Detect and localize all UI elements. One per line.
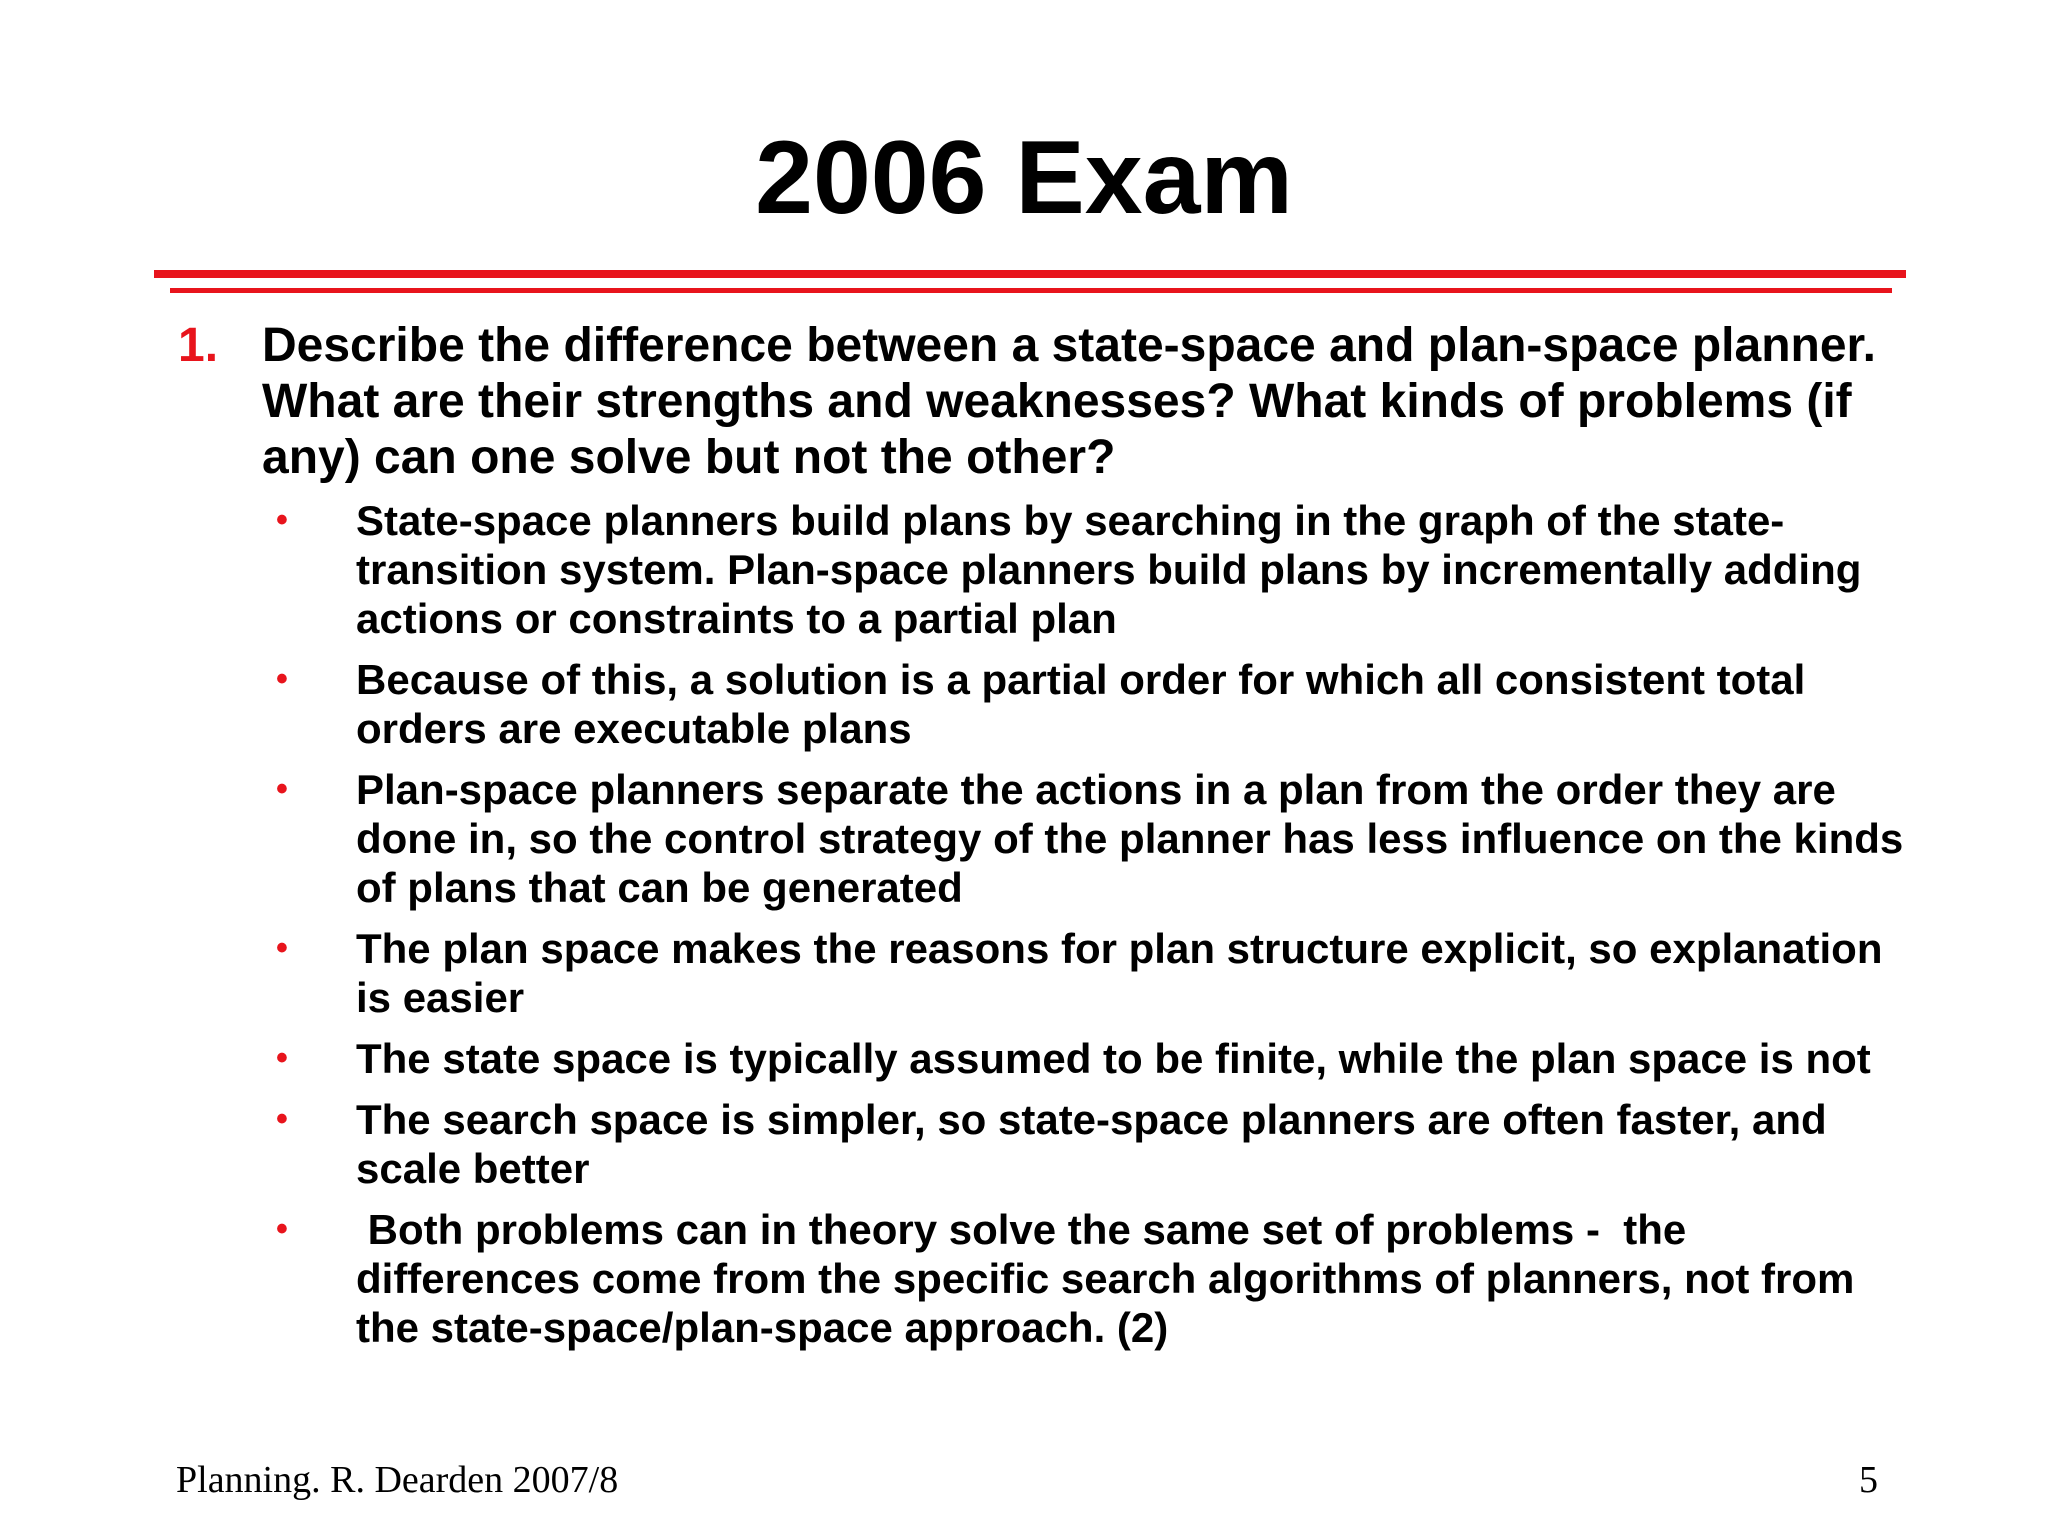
answer-bullet-text: Because of this, a solution is a partial order for which all consistent total orders are executable plans [356,656,1806,752]
answer-bullet [270,1034,1910,1083]
bullet-dot-icon: • [276,929,288,967]
answer-bullet-text: State-space planners build plans by searching in the graph of the state-transition system. Plan-space planners build plans by incrementally adding actions or constraints to a partial plan [356,497,1862,642]
bullet-dot-icon: • [276,770,288,808]
bullet-dot-icon: • [276,1100,288,1138]
footer-course-credit: Planning. R. Dearden 2007/8 [176,1459,619,1501]
question-number: 1. [178,319,219,372]
answer-bullet-text: Plan-space planners separate the actions in a plan from the order they are done in, so the control strategy of the planner has less influence on the kinds of plans that can be generated [356,766,1904,911]
answer-bullet [270,765,1910,912]
title-rule-thick [154,270,1906,278]
answer-bullet-list [270,496,1910,1364]
answer-bullet [270,496,1910,643]
answer-bullet [270,924,1910,1022]
answer-bullet [270,1205,1910,1352]
answer-bullet-text: Both problems can in theory solve the same set of problems - the differences come from the specific search algorithms of planners, not from the state-space/plan-space approach. (2) [356,1206,1867,1351]
answer-bullet-text: The plan space makes the reasons for plan structure explicit, so explanation is easier [356,925,1883,1021]
title-rule-thin [170,288,1892,293]
bullet-dot-icon: • [276,1039,288,1077]
bullet-dot-icon: • [276,660,288,698]
answer-bullet [270,1095,1910,1193]
bullet-dot-icon: • [276,1210,288,1248]
question-text: Describe the difference between a state-space and plan-space planner. What are their strengths and weaknesses? What kinds of problems (if any) can one solve but not the other? [262,319,1876,484]
answer-bullet-text: The state space is typically assumed to be finite, while the plan space is not [356,1035,1871,1082]
slide-title: 2006 Exam [755,120,1293,236]
answer-bullet-text: The search space is simpler, so state-space planners are often faster, and scale better [356,1096,1827,1192]
answer-bullet [270,655,1910,753]
bullet-dot-icon: • [276,501,288,539]
footer-page-number: 5 [1859,1459,1878,1501]
